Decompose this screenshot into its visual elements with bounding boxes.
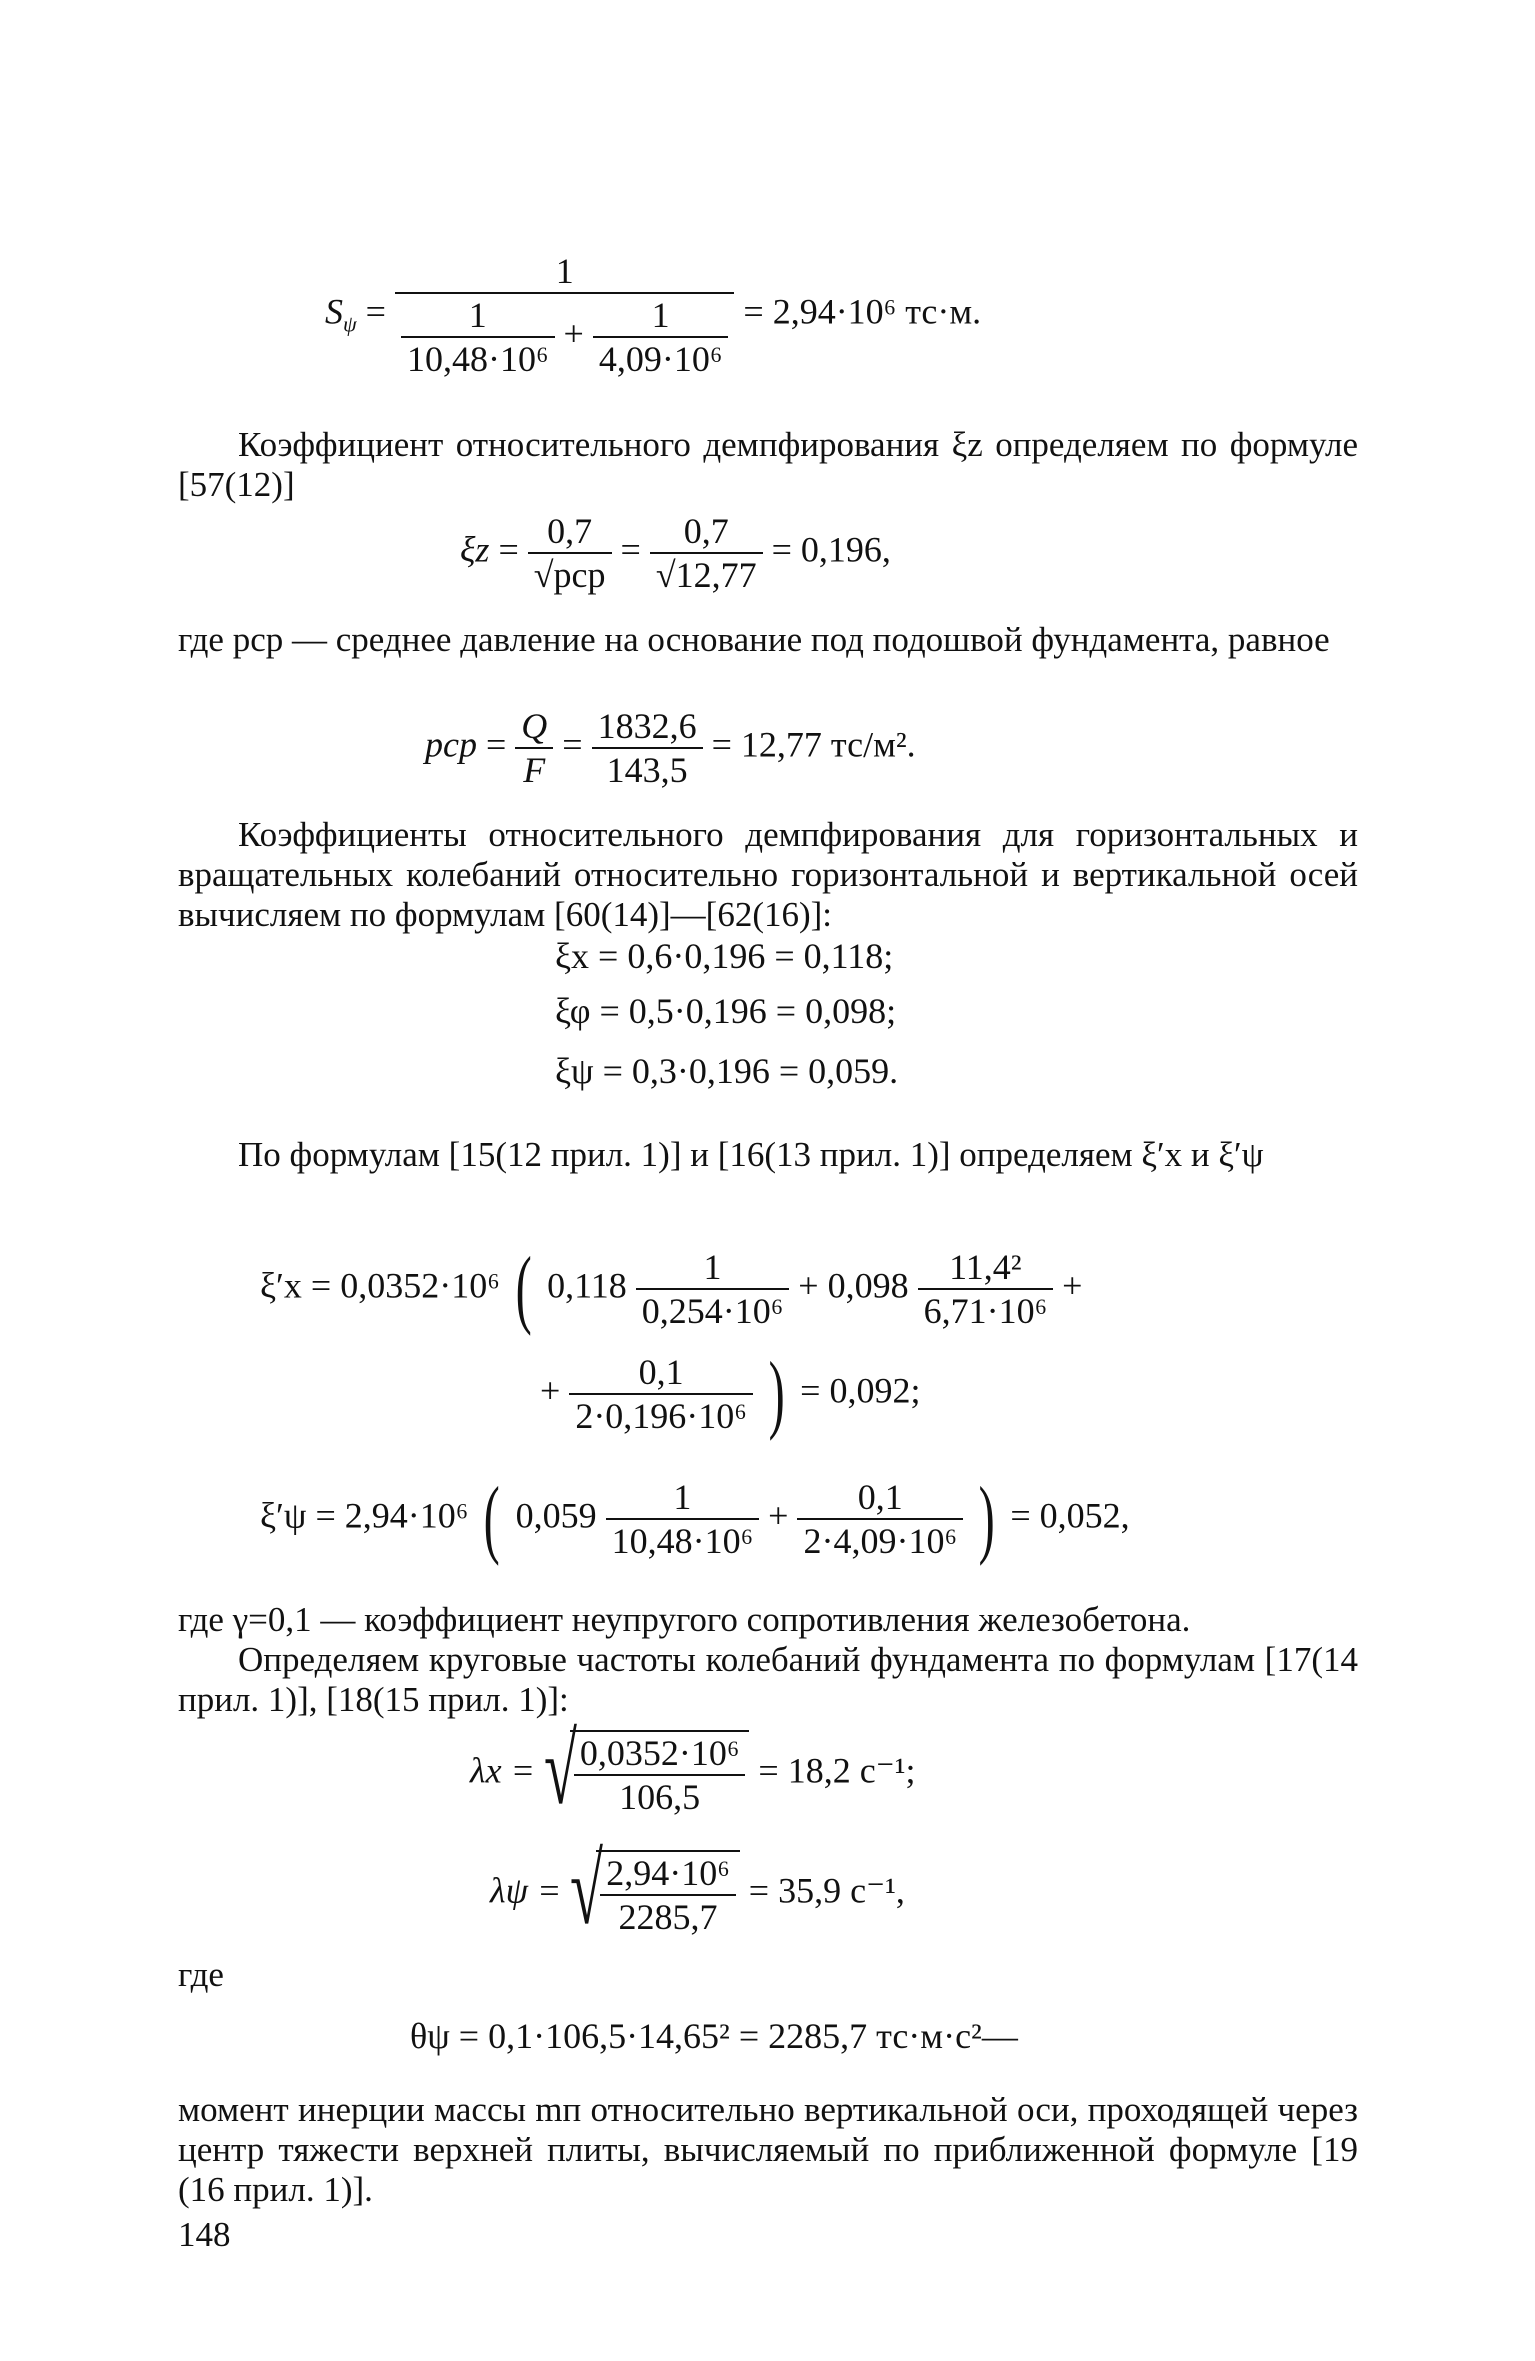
den: 2·4,09·10⁶ bbox=[797, 1518, 963, 1562]
eq-result: = 12,77 тс/м². bbox=[711, 724, 916, 765]
term2-fraction bbox=[918, 1246, 1054, 1332]
equation-xi-x-prime-line2 bbox=[540, 1345, 921, 1442]
eq-result: = 0,196, bbox=[771, 529, 891, 570]
eq-lhs: λx = bbox=[470, 1750, 535, 1791]
num: 0,1 bbox=[638, 1352, 684, 1392]
term1-fraction bbox=[636, 1246, 790, 1332]
right-paren: ) bbox=[768, 1345, 785, 1442]
equation-xi-x-prime-line1 bbox=[260, 1240, 1083, 1337]
paragraph-5: где γ=0,1 — коэффициент неупругого сопротивления железобетона. bbox=[178, 1600, 1191, 1639]
paragraph-3: Коэффициенты относительного демпфирования для горизонтальных и вращательных колебаний относительно горизонтальной и вертикальной осей вычисляем по формулам [60(14)]—[62(16)]: bbox=[178, 815, 1358, 934]
term2-fraction bbox=[797, 1476, 963, 1562]
inner-fraction-1 bbox=[401, 294, 555, 380]
den: √pср bbox=[528, 552, 612, 596]
equation-xi-phi: ξφ = 0,5·0,196 = 0,098; bbox=[555, 991, 897, 1031]
den: 106,5 bbox=[574, 1774, 746, 1818]
den: 6,71·10⁶ bbox=[918, 1288, 1054, 1332]
leading-plus: + bbox=[540, 1370, 561, 1411]
paragraph-1: Коэффициент относительного демпфирования ξz определяем по формуле [57(12)] bbox=[178, 425, 1358, 504]
den: 2285,7 bbox=[600, 1894, 736, 1938]
num: 2,94·10⁶ bbox=[606, 1853, 730, 1893]
fraction-denominator bbox=[395, 292, 734, 380]
eq-lhs: λψ = bbox=[490, 1870, 562, 1911]
eq-lhs: S bbox=[325, 291, 343, 332]
paragraph-4: По формулам [15(12 прил. 1)] и [16(13 прил. 1)] определяем ξ′x и ξ′ψ bbox=[238, 1135, 1264, 1174]
radicand-fraction bbox=[574, 1732, 746, 1818]
num: 1 bbox=[703, 1247, 722, 1287]
sqrt bbox=[570, 1834, 740, 1945]
equation-theta: θψ = 0,1·106,5·14,65² = 2285,7 тс·м·с²— bbox=[410, 2016, 1018, 2056]
fraction-2 bbox=[650, 510, 763, 596]
term1-coef: 0,059 bbox=[515, 1495, 597, 1536]
paragraph-7: где bbox=[178, 1955, 224, 1994]
equation-s-psi: $S_\psi$ = 1 $\frac{1}{\text{10,48·10⁶}}$ + $\frac{1}{\text{4,09·10⁶}}$ = 2,94·10⁶ тс·м. bbox=[325, 251, 982, 379]
fraction-1 bbox=[515, 705, 553, 791]
num: 11,4² bbox=[949, 1247, 1022, 1287]
equation-xi-psi-prime bbox=[260, 1470, 1130, 1567]
eq-lhs: ξ′x = 0,0352·10⁶ bbox=[260, 1265, 500, 1306]
inner2-den: 4,09·10⁶ bbox=[593, 336, 729, 380]
paragraph-2: где pср — среднее давление на основание под подошвой фундамента, равное bbox=[178, 620, 1330, 659]
sqrt bbox=[543, 1714, 750, 1825]
radicand bbox=[570, 1730, 750, 1818]
fraction-1 bbox=[528, 510, 612, 596]
eq-lhs: ξ′ψ = 2,94·10⁶ bbox=[260, 1495, 469, 1536]
den: 143,5 bbox=[592, 747, 703, 791]
trailing-plus: + bbox=[1062, 1265, 1083, 1306]
equation-xi-psi: ξψ = 0,3·0,196 = 0,059. bbox=[555, 1051, 899, 1091]
num: 1832,6 bbox=[597, 706, 697, 746]
plus-sign: + bbox=[563, 313, 584, 354]
equation-lambda-psi bbox=[490, 1834, 905, 1945]
radical-sign: √ bbox=[543, 1714, 577, 1825]
num: 0,1 bbox=[857, 1477, 903, 1517]
term1-coef: 0,118 bbox=[547, 1265, 627, 1306]
right-paren: ) bbox=[978, 1470, 995, 1567]
den: √12,77 bbox=[650, 552, 763, 596]
num: 1 bbox=[673, 1477, 692, 1517]
eq-lhs: pср bbox=[425, 724, 477, 765]
big-fraction bbox=[395, 250, 734, 380]
inner1-num: 1 bbox=[468, 295, 487, 335]
equation-p-sr: pср = $\frac{Q}{F}$ = $\frac{1832,6}{143,5}$ = 12,77 тс/м². bbox=[425, 706, 916, 790]
eq-result: = 35,9 с⁻¹, bbox=[748, 1870, 905, 1911]
term3-fraction bbox=[569, 1351, 753, 1437]
den: 0,254·10⁶ bbox=[636, 1288, 790, 1332]
den: 10,48·10⁶ bbox=[606, 1518, 760, 1562]
eq-result: = 18,2 с⁻¹; bbox=[758, 1750, 916, 1791]
inner1-den: 10,48·10⁶ bbox=[401, 336, 555, 380]
fraction-numerator: 1 bbox=[555, 251, 574, 291]
radicand-fraction bbox=[600, 1852, 736, 1938]
paragraph-6: Определяем круговые частоты колебаний фундамента по формулам [17(14 прил. 1)], [18(15 прил. 1)]: bbox=[178, 1640, 1358, 1719]
term1-fraction bbox=[606, 1476, 760, 1562]
term2-coef: + 0,098 bbox=[798, 1265, 909, 1306]
den: 2·0,196·10⁶ bbox=[569, 1393, 753, 1437]
num: 0,7 bbox=[683, 511, 729, 551]
inner2-num: 1 bbox=[651, 295, 670, 335]
eq-result: = 0,092; bbox=[800, 1370, 921, 1411]
left-paren: ( bbox=[515, 1240, 532, 1337]
equation-xi-x: ξx = 0,6·0,196 = 0,118; bbox=[555, 936, 894, 976]
eq-result: = 2,94·10⁶ тс·м. bbox=[743, 291, 982, 332]
equation-lambda-x bbox=[470, 1714, 916, 1825]
num: 0,0352·10⁶ bbox=[579, 1733, 740, 1773]
radical-sign: √ bbox=[570, 1834, 604, 1945]
page-number: 148 bbox=[178, 2215, 231, 2254]
fraction-2 bbox=[592, 705, 703, 791]
num: 0,7 bbox=[547, 511, 593, 551]
eq-lhs: ξz bbox=[460, 529, 490, 570]
paragraph-8: момент инерции массы mп относительно вертикальной оси, проходящей через центр тяжести верхней плиты, вычисляемый по приближенной формуле [19 (16 прил. 1)]. bbox=[178, 2090, 1358, 2209]
plus-sign: + bbox=[768, 1495, 789, 1536]
eq-lhs-sub: ψ bbox=[343, 311, 357, 337]
den: F bbox=[515, 747, 553, 791]
eq-result: = 0,052, bbox=[1010, 1495, 1130, 1536]
num: Q bbox=[521, 706, 548, 746]
radicand bbox=[596, 1850, 740, 1938]
equation-xi-z: ξz = $\frac{0,7}{\text{√pср}}$ = $\frac{0,7}{√12,77}$ = 0,196, bbox=[460, 511, 891, 595]
left-paren: ( bbox=[483, 1470, 501, 1567]
inner-fraction-2 bbox=[593, 294, 729, 380]
